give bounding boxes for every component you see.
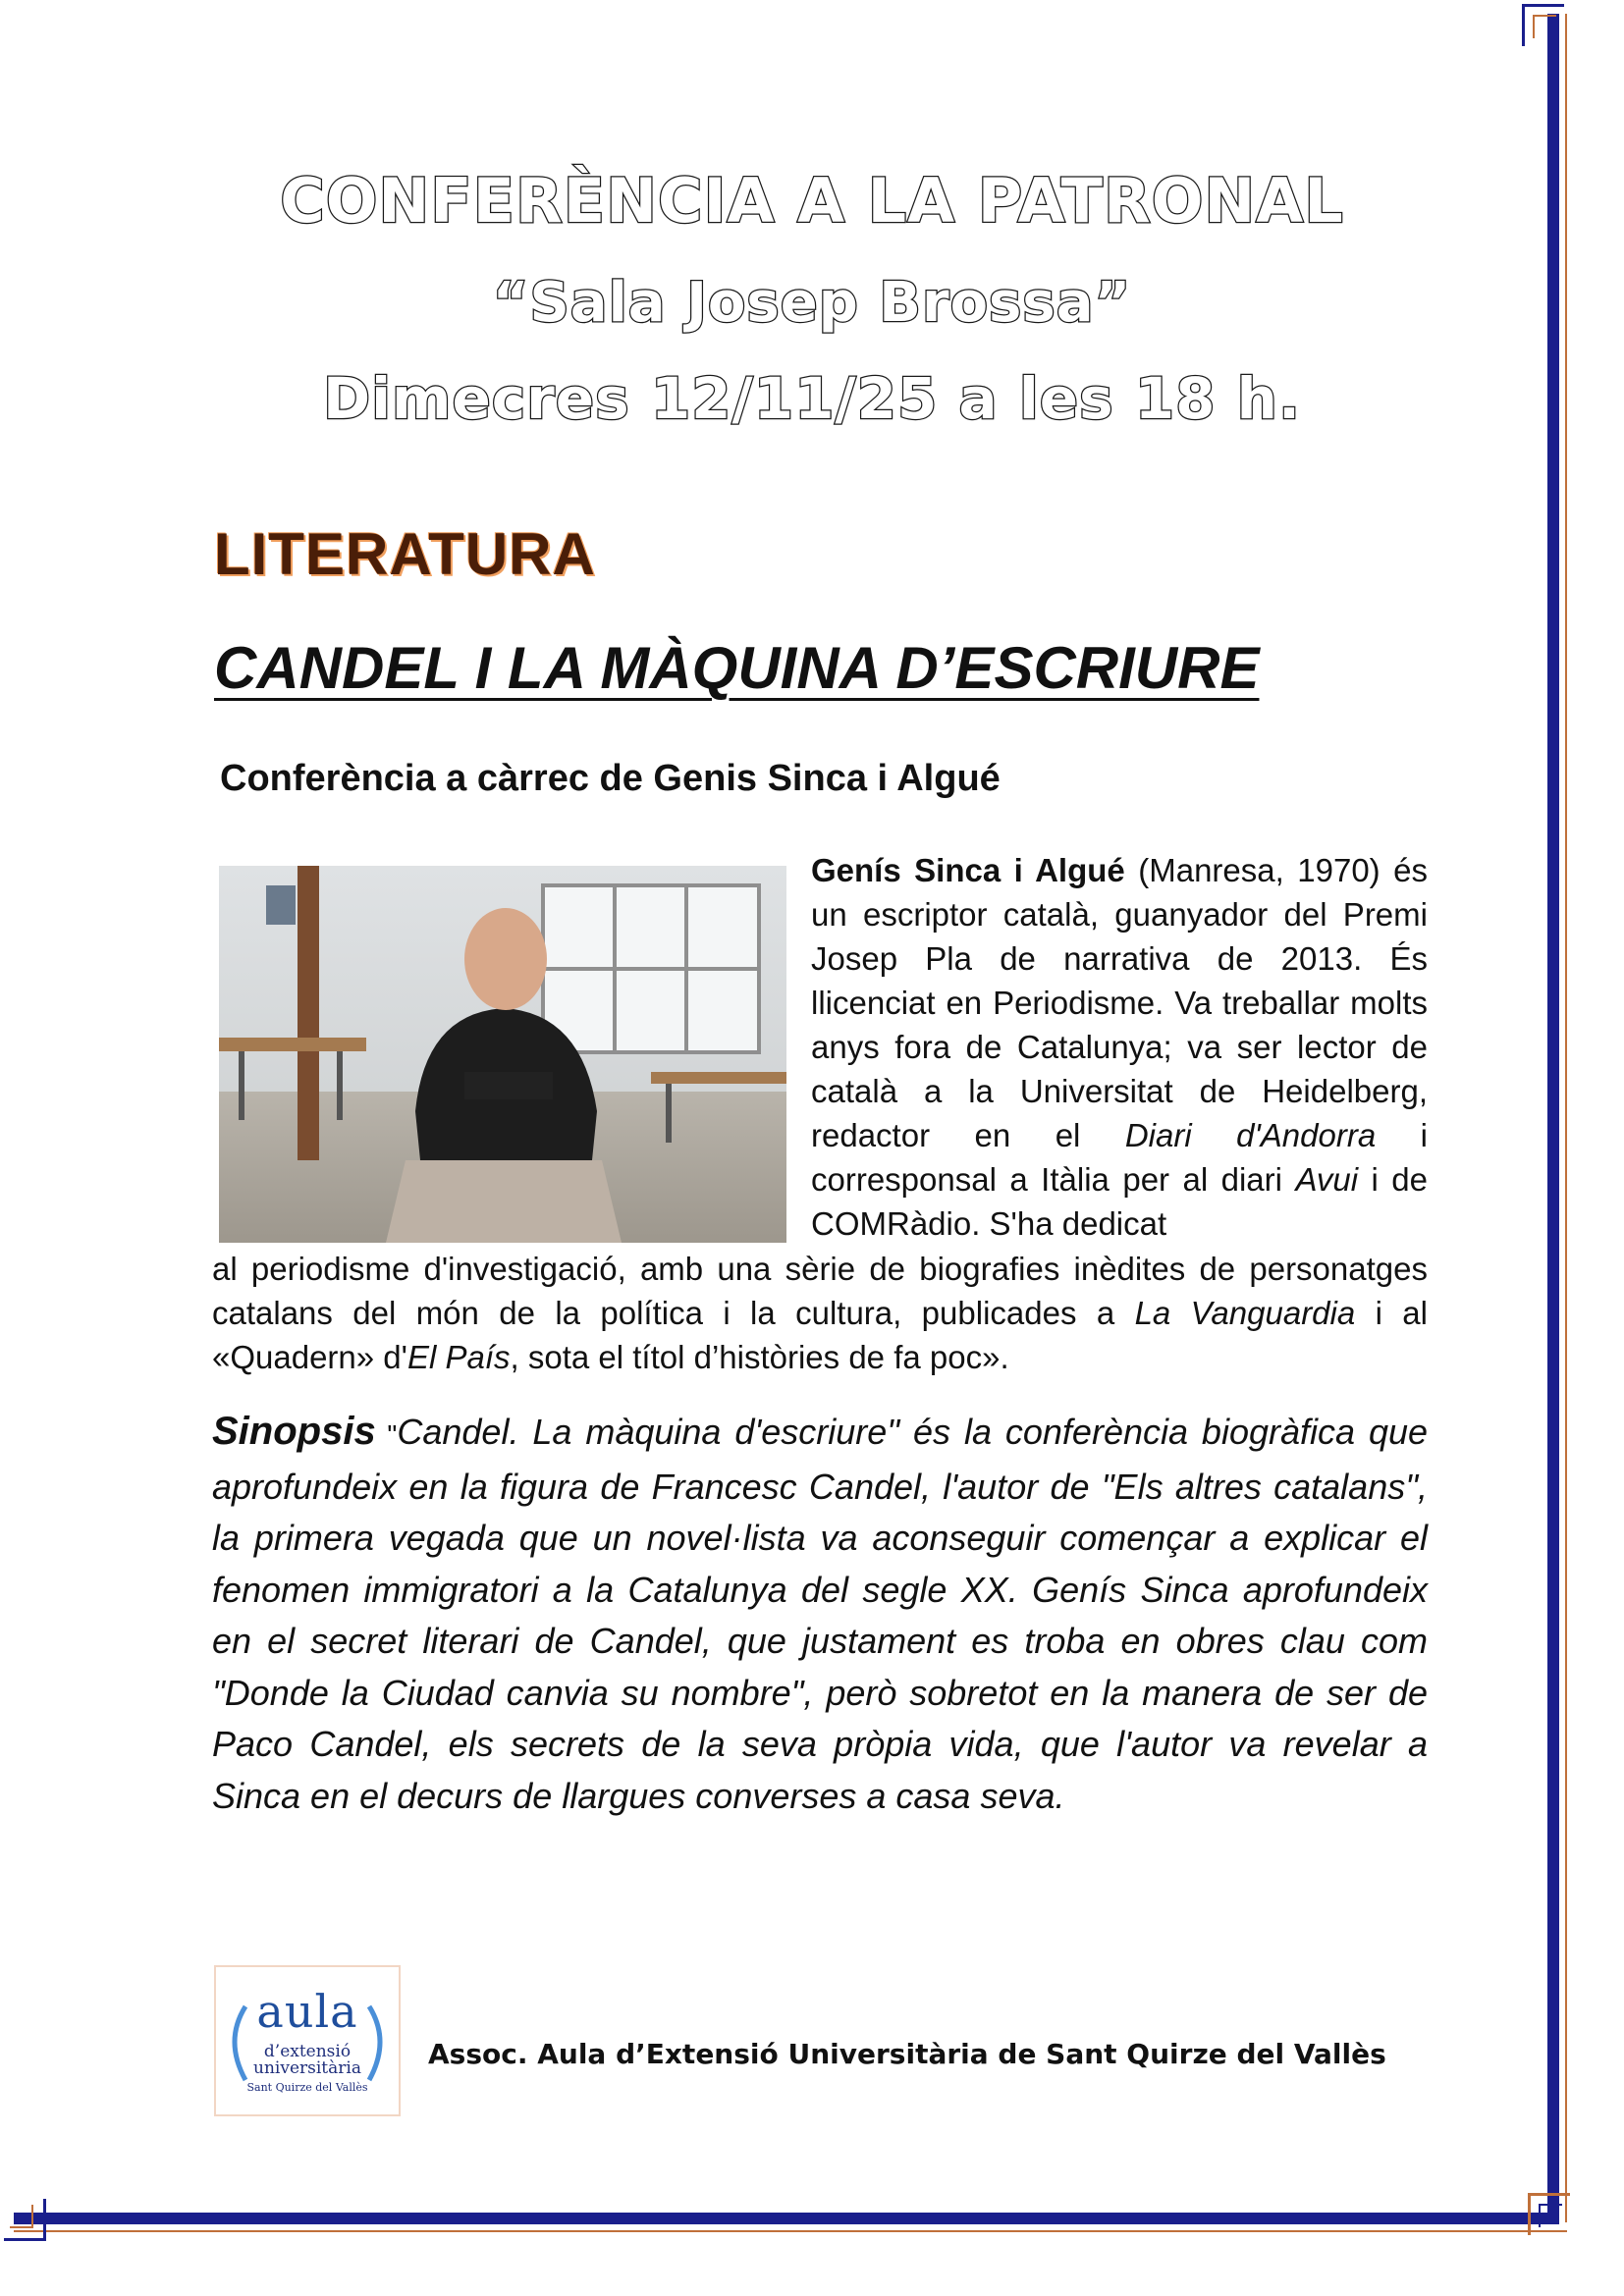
bio-text-4: al periodisme d'investigació, amb una sèrie de biografies inèdites de personatges catalans del món de la política i la cultura, publicades a: [212, 1251, 1428, 1331]
bio-text-2: i corresponsal a Itàlia per al diari: [811, 1117, 1428, 1198]
speaker-name: Genís Sinca i Algué: [811, 852, 1125, 888]
corner-ornament-bottom-left: [4, 2199, 46, 2241]
page-border-bottom-accent: [14, 2230, 1567, 2232]
bio-text-6: , sota el títol d’històries de fa poc».: [510, 1339, 1009, 1375]
synopsis-open-quote: ": [375, 1419, 398, 1450]
speaker-bio-continued: [212, 1247, 1428, 1379]
speaker-subtitle: Conferència a càrrec de Genis Sinca i Algué: [220, 758, 1001, 799]
logo-line-1: d’extensió universitària: [253, 2042, 361, 2078]
bio-text-3: i de COMRàdio. S'ha dedicat: [811, 1161, 1428, 1242]
header-event-title: CONFERÈNCIA A LA PATRONAL: [280, 165, 1344, 237]
page-border-bottom: [14, 2213, 1559, 2224]
corner-ornament-bottom-right: [1528, 2193, 1570, 2235]
header-date-time: Dimecres 12/11/25 a les 18 h.: [322, 365, 1302, 432]
bio-avui: Avui: [1295, 1161, 1359, 1198]
bio-text-5: i al «Quadern» d': [212, 1295, 1428, 1375]
synopsis-paragraph: [212, 1406, 1428, 1822]
synopsis-label: Sinopsis: [212, 1410, 376, 1453]
association-name: Assoc. Aula d’Extensió Universitària de Sant Quirze del Vallès: [428, 2038, 1386, 2070]
category-heading: LITERATURA: [214, 521, 596, 587]
speaker-photo: [219, 866, 786, 1243]
logo-aula: aula: [256, 1985, 358, 2038]
logo-line-3: Sant Quirze del Vallès: [246, 2081, 368, 2094]
header-venue: “Sala Josep Brossa”: [492, 271, 1132, 335]
association-logo: [214, 1965, 401, 2116]
conference-title: CANDEL I LA MÀQUINA D’ESCRIURE: [214, 635, 1260, 701]
bio-la-vanguardia: La Vanguardia: [1134, 1295, 1356, 1331]
speaker-bio-column: [811, 848, 1428, 1246]
bio-el-pais: El País: [406, 1339, 511, 1375]
corner-ornament-top-right: [1522, 4, 1564, 46]
page-border-right: [1547, 14, 1559, 2222]
page-border-right-accent: [1565, 14, 1567, 2222]
bio-text-1: (Manresa, 1970) és un escriptor català, guanyador del Premi Josep Pla de narrativa de 2013. És llicenciat en Periodisme. Va treballar molts anys fora de Catalunya; va ser lector de català a la Universitat de Heidelberg, redactor en el: [811, 852, 1428, 1153]
synopsis-text: Candel. La màquina d'escriure" és la conferència biogràfica que aprofundeix en la figura de Francesc Candel, l'autor de "Els altres catalans", la primera vegada que un novel·lista va aconseguir començar a explicar el fenomen immigratori a la Catalunya del segle XX. Genís Sinca aprofundeix en el secret literari de Candel, que justament es troba en obres clau com "Donde la Ciudad canvia su nombre", però sobretot en la manera de ser de Paco Candel, els secrets de la seva pròpia vida, que l'autor va revelar a Sinca en el decurs de llargues converses a casa seva.: [212, 1412, 1429, 1816]
bio-diari-andorra: Diari d'Andorra: [1124, 1117, 1377, 1153]
logo-line-2: universitària: [253, 2058, 361, 2078]
